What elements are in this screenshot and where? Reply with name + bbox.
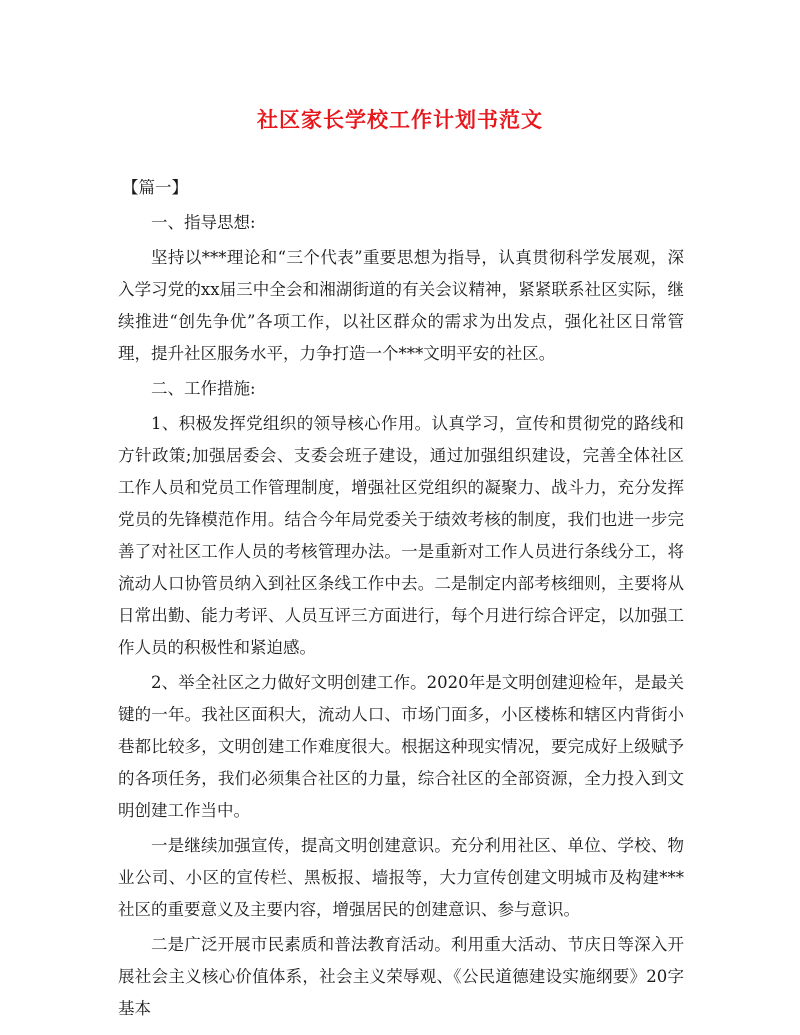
paragraph-measure-2: 2、举全社区之力做好文明创建工作。2020年是文明创建迎检年，是最关键的一年。我社区面积大，流动人口、市场门面多，小区楼栋和辖区内背街小巷都比较多，文明创建工作难度很大。根据这种现实情况，要完成好上级赋予的各项任务，我们必须集合社区的力量，综合社区的全部资源，全力投入到文明创建工作当中。 [118,673,684,820]
paragraph-publicity: 一是继续加强宣传，提高文明创建意识。充分利用社区、单位、学校、物业公司、小区的宣传栏、黑板报、墙报等，大力宣传创建文明城市及构建***社区的重要意义及主要内容，增强居民的创建意识、参与意识。 [118,836,684,919]
heading-work-measures: 二、工作措施: [151,379,256,398]
heading-guiding-ideology: 一、指导思想: [151,213,256,232]
document-title: 社区家长学校工作计划书范文 [257,107,543,132]
document-body [118,172,684,1028]
paragraph-measure-1: 1、积极发挥党组织的领导核心作用。认真学习，宣传和贯彻党的路线和方针政策;加强居委会、支委会班子建设，通过加强组织建设，完善全体社区工作人员和党员工作管理制度，增强社区党组织的凝聚力、战斗力，充分发挥党员的先锋模范作用。结合今年局党委关于绩效考核的制度，我们也进一步完善了对社区工作人员的考核管理办法。一是重新对工作人员进行条线分工，将流动人口协管员纳入到社区条线工作中去。二是制定内部考核细则，主要将从日常出勤、能力考评、人员互评三方面进行，每个月进行综合评定，以加强工作人员的积极性和紧迫感。 [118,414,684,657]
section-label: 【篇一】 [122,178,188,197]
paragraph-guiding-ideology: 坚持以***理论和“三个代表”重要思想为指导，认真贯彻科学发展观，深入学习党的xx届三中全会和湘湖街道的有关会议精神，紧紧联系社区实际，继续推进“创先争优”各项工作，以社区群众的需求为出发点，强化社区日常管理，提升社区服务水平，力争打造一个***文明平安的社区。 [118,248,684,363]
paragraph-education: 二是广泛开展市民素质和普法教育活动。利用重大活动、节庆日等深入开展社会主义核心价值体系，社会主义荣辱观、《公民道德建设实施纲要》20字基本 [118,935,684,1018]
